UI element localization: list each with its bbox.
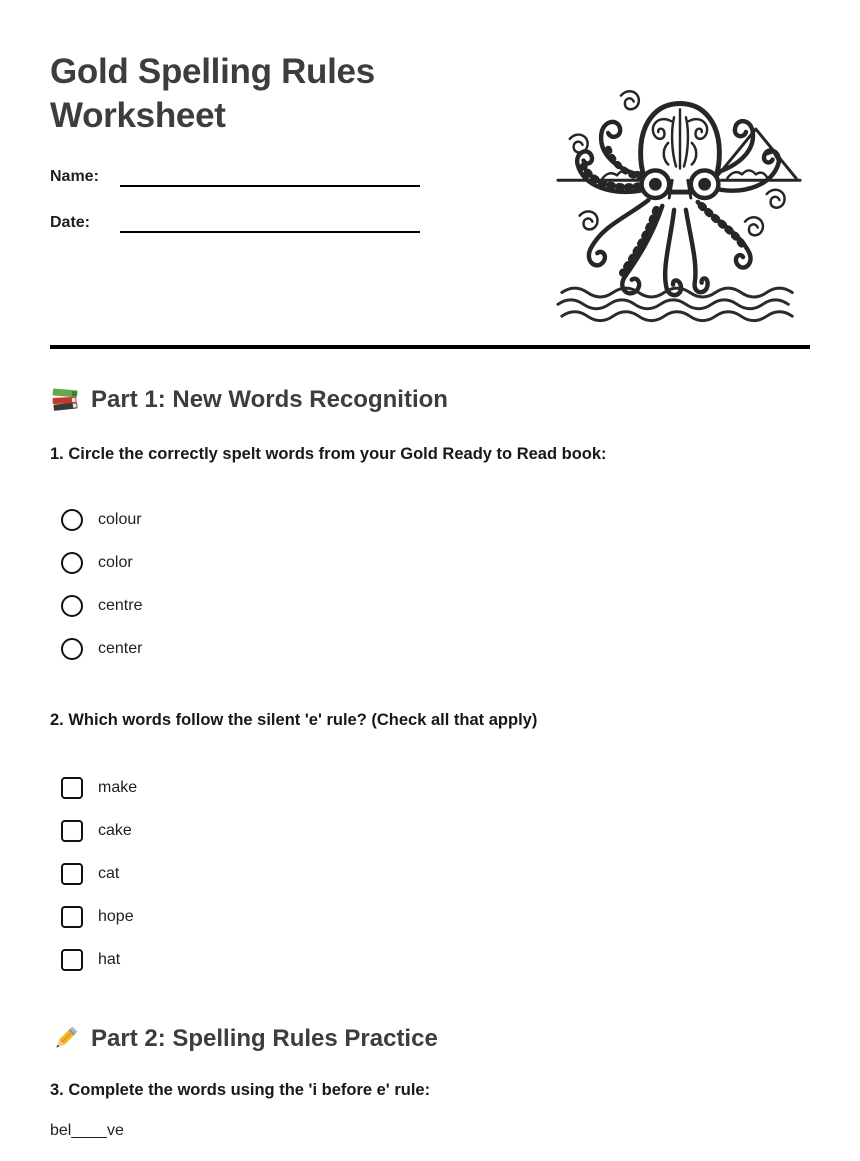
part2-heading	[50, 1024, 810, 1054]
checkbox-option-label: make	[98, 779, 138, 797]
radio-option-color[interactable]	[50, 542, 810, 585]
radio-option-label: centre	[98, 597, 143, 615]
checkbox[interactable]	[61, 777, 83, 799]
checkbox-option-label: hope	[98, 908, 134, 926]
checkbox[interactable]	[61, 820, 83, 842]
name-label: Name:	[50, 167, 99, 185]
date-input-line[interactable]	[120, 211, 420, 233]
checkbox-option-cake[interactable]	[50, 810, 810, 853]
date-field-row	[50, 211, 420, 233]
radio-button[interactable]	[61, 595, 83, 617]
name-input-line[interactable]	[120, 165, 420, 187]
checkbox-option-cat[interactable]	[50, 853, 810, 896]
checkbox-option-make[interactable]	[50, 767, 810, 810]
name-field-row	[50, 165, 420, 187]
date-label: Date:	[50, 213, 91, 231]
checkbox[interactable]	[61, 863, 83, 885]
octopus-illustration	[552, 70, 808, 326]
checkbox-option-label: cat	[98, 865, 120, 883]
books-icon	[50, 385, 80, 415]
part1-heading	[50, 385, 810, 415]
checkbox-option-label: cake	[98, 822, 132, 840]
radio-option-label: center	[98, 640, 143, 658]
fill-blank-word[interactable]: bel____ve	[50, 1121, 124, 1139]
section-divider	[50, 345, 810, 349]
checkbox[interactable]	[61, 906, 83, 928]
checkbox-option-hope[interactable]	[50, 896, 810, 939]
radio-button[interactable]	[61, 509, 83, 531]
part2-heading-text: Part 2: Spelling Rules Practice	[91, 1024, 438, 1052]
question-1-text: 1. Circle the correctly spelt words from your Gold Ready to Read book:	[50, 444, 607, 463]
radio-option-centre[interactable]	[50, 585, 810, 628]
pencil-icon	[50, 1024, 80, 1054]
octopus-line-art-svg	[552, 70, 808, 326]
question-1-options	[50, 499, 810, 671]
question-3-text: 3. Complete the words using the 'i before e' rule:	[50, 1080, 431, 1099]
radio-option-center[interactable]	[50, 628, 810, 671]
checkbox-option-hat[interactable]	[50, 939, 810, 982]
question-2-text: 2. Which words follow the silent 'e' rule? (Check all that apply)	[50, 710, 538, 729]
radio-option-label: colour	[98, 511, 142, 529]
checkbox-option-label: hat	[98, 951, 121, 969]
question-2-options	[50, 767, 810, 982]
radio-button[interactable]	[61, 552, 83, 574]
radio-option-label: color	[98, 554, 133, 572]
part1-heading-text: Part 1: New Words Recognition	[91, 385, 448, 413]
radio-button[interactable]	[61, 638, 83, 660]
page-title: Gold Spelling Rules Worksheet	[50, 52, 375, 136]
checkbox[interactable]	[61, 949, 83, 971]
radio-option-colour[interactable]	[50, 499, 810, 542]
